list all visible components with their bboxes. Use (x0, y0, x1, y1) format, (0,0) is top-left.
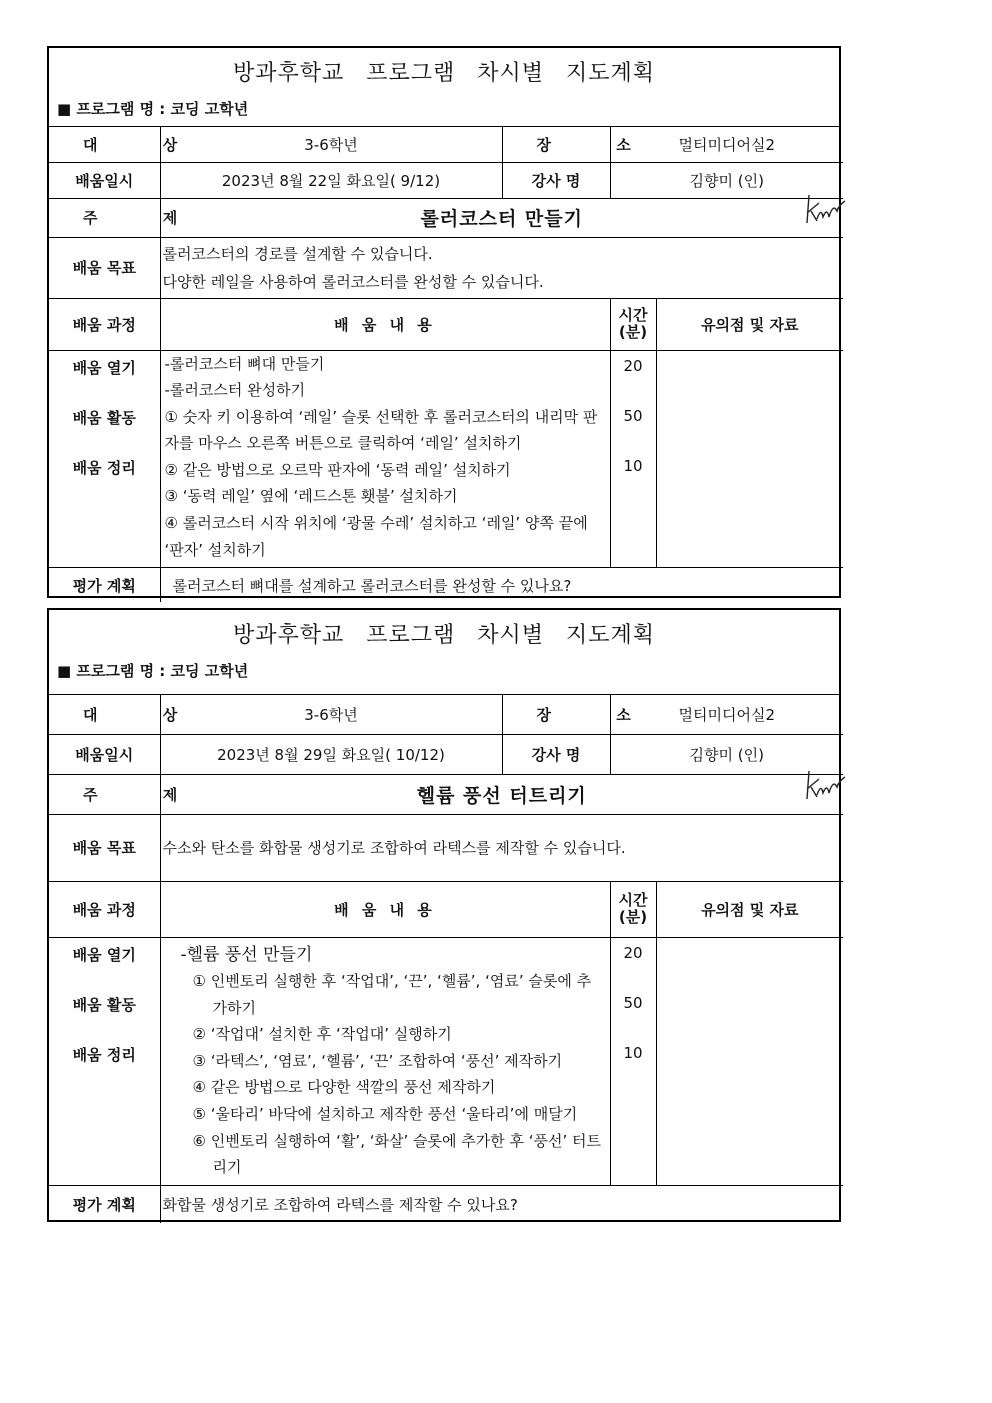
place-label: 장 소 (502, 695, 610, 734)
content-line: ③ ‘라텍스’, ‘염료’, ‘헬륨’, ‘끈’ 조합하여 ‘풍선’ 제작하기 (192, 1051, 563, 1070)
step-activity: 배움 활동 (72, 408, 136, 427)
teacher-value: 김향미 (인) (610, 162, 843, 198)
content-heading: -헬륨 풍선 만들기 (180, 944, 313, 965)
topic-label: 주 제 (49, 198, 160, 237)
goal-line: 다양한 레일을 사용하여 롤러코스터를 완성할 수 있습니다. (162, 272, 544, 291)
teacher-value: 김향미 (인) (610, 734, 843, 774)
time-activity: 50 (623, 993, 643, 1012)
lesson-table (49, 695, 843, 1223)
goal-cell (160, 237, 843, 298)
content-label: 배 움 내 용 (160, 298, 610, 350)
time-open: 20 (623, 943, 643, 962)
eval-label: 평가 계획 (49, 568, 160, 602)
topic-value: 롤러코스터 만들기 (420, 208, 583, 230)
target-label: 대 상 (49, 127, 160, 162)
place-value: 멀티미디어실2 (610, 127, 843, 162)
step-activity: 배움 활동 (72, 995, 136, 1014)
target-label: 대 상 (49, 695, 160, 734)
notes-cell (656, 350, 843, 568)
step-open: 배움 열기 (72, 358, 136, 377)
content-cell (160, 937, 610, 1185)
lesson-plan-sheet (47, 608, 841, 1222)
content-line: ② ‘작업대’ 설치한 후 ‘작업대’ 실행하기 (192, 1025, 452, 1044)
content-line: -롤러코스터 뼈대 만들기 (164, 354, 325, 373)
program-name: ■ 프로그램 명 : 코딩 고학년 (57, 662, 249, 680)
content-line: ① 인벤토리 실행한 후 ‘작업대’, ‘끈’, ‘헬륨’, ‘염료’ 슬롯에 추가하기 (192, 972, 592, 1017)
target-value: 3-6학년 (160, 695, 502, 734)
process-steps (49, 350, 160, 568)
lesson-plan-sheet (47, 46, 841, 598)
notes-cell (656, 937, 843, 1185)
target-value: 3-6학년 (160, 127, 502, 162)
teacher-label: 강사 명 (502, 162, 610, 198)
sheet-title: 방과후학교 프로그램 차시별 지도계획 (232, 61, 655, 86)
process-steps (49, 937, 160, 1185)
content-line: ② 같은 방법으로 오르막 판자에 ‘동력 레일’ 설치하기 (164, 460, 511, 479)
topic-cell (160, 198, 843, 237)
notes-label: 유의점 및 자료 (656, 881, 843, 937)
time-close: 10 (623, 456, 643, 475)
content-line: ⑤ ‘울타리’ 바닥에 설치하고 제작한 풍선 ‘울타리’에 매달기 (192, 1105, 578, 1124)
time-activity: 50 (623, 406, 643, 425)
topic-cell (160, 774, 843, 814)
sheet-header (49, 48, 839, 127)
process-label: 배움 과정 (49, 298, 160, 350)
eval-value: 화합물 생성기로 조합하여 라텍스를 제작할 수 있나요? (160, 1185, 843, 1223)
content-cell (160, 350, 610, 568)
topic-label: 주 제 (49, 774, 160, 814)
content-line: ③ ‘동력 레일’ 옆에 ‘레드스톤 횃불’ 설치하기 (164, 487, 458, 506)
sheet-title: 방과후학교 프로그램 차시별 지도계획 (232, 623, 655, 648)
goal-label: 배움 목표 (49, 237, 160, 298)
goal-label: 배움 목표 (49, 814, 160, 881)
goal-line: 롤러코스터의 경로를 설계할 수 있습니다. (162, 244, 433, 263)
topic-value: 헬륨 풍선 터트리기 (416, 784, 587, 807)
date-value: 2023년 8월 29일 화요일( 10/12) (160, 734, 502, 774)
time-close: 10 (623, 1043, 643, 1062)
date-value: 2023년 8월 22일 화요일( 9/12) (160, 162, 502, 198)
place-label: 장 소 (502, 127, 610, 162)
step-open: 배움 열기 (72, 945, 136, 964)
time-label: 시간(분) (610, 881, 656, 937)
time-values (610, 350, 656, 568)
program-name: ■ 프로그램 명 : 코딩 고학년 (57, 100, 249, 118)
time-open: 20 (623, 356, 643, 375)
step-close: 배움 정리 (72, 458, 136, 477)
sheet-header (49, 610, 839, 695)
eval-value: 롤러코스터 뼈대를 설계하고 롤러코스터를 완성할 수 있나요? (160, 568, 843, 602)
signature-icon (803, 765, 849, 805)
date-label: 배움일시 (49, 734, 160, 774)
process-label: 배움 과정 (49, 881, 160, 937)
content-line: ④ 같은 방법으로 다양한 색깔의 풍선 제작하기 (192, 1078, 496, 1097)
place-value: 멀티미디어실2 (610, 695, 843, 734)
content-line: ⑥ 인벤토리 실행하여 ‘활’, ‘화살’ 슬롯에 추가한 후 ‘풍선’ 터트리기 (192, 1131, 602, 1177)
content-line: ④ 롤러코스터 시작 위치에 ‘광물 수레’ 설치하고 ‘레일’ 양쪽 끝에 ‘판자’ 설치하기 (164, 514, 588, 559)
lesson-table (49, 127, 843, 602)
time-values (610, 937, 656, 1185)
notes-label: 유의점 및 자료 (656, 298, 843, 350)
goal-line: 수소와 탄소를 화합물 생성기로 조합하여 라텍스를 제작할 수 있습니다. (162, 838, 626, 857)
teacher-label: 강사 명 (502, 734, 610, 774)
content-line: ① 숫자 키 이용하여 ‘레일’ 슬롯 선택한 후 롤러코스터의 내리막 판자를 마우스 오른쪽 버튼으로 클릭하여 ‘레일’ 설치하기 (164, 407, 598, 453)
step-close: 배움 정리 (72, 1045, 136, 1064)
content-line: -롤러코스터 완성하기 (164, 381, 306, 400)
content-label: 배 움 내 용 (160, 881, 610, 937)
time-label: 시간(분) (610, 298, 656, 350)
signature-icon (803, 189, 849, 229)
date-label: 배움일시 (49, 162, 160, 198)
goal-cell (160, 814, 843, 881)
eval-label: 평가 계획 (49, 1185, 160, 1223)
